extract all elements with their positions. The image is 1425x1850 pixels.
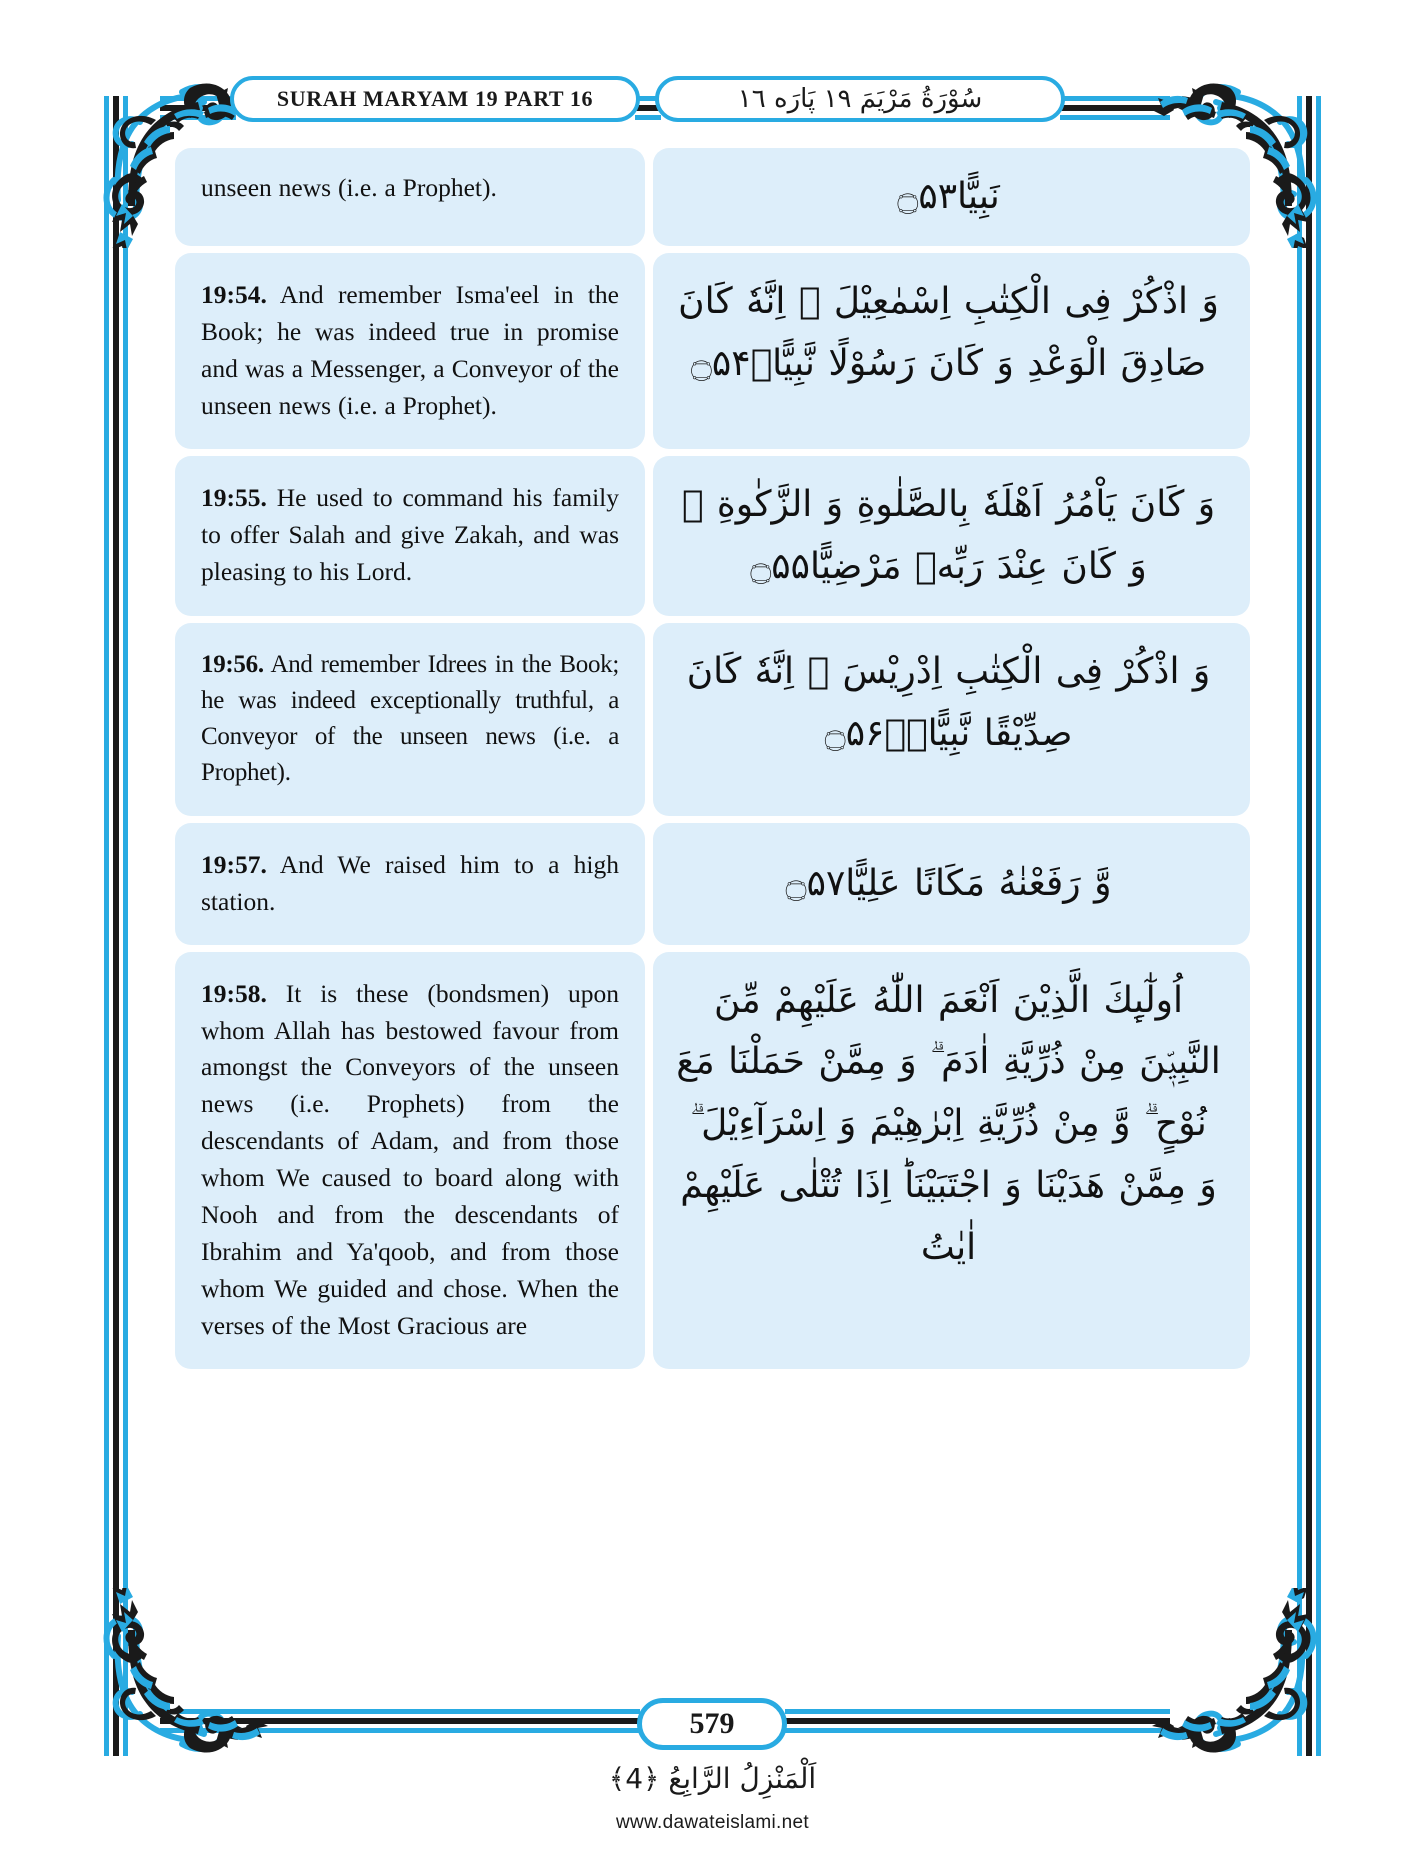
frame-line-right-inner	[1316, 96, 1321, 1756]
verse-arabic-text: نَبِیًّا۝۵۳	[897, 176, 1000, 217]
verse-arabic-panel	[653, 148, 1250, 246]
verse-row	[175, 952, 1250, 1370]
verse-english-panel	[175, 253, 645, 449]
verse-arabic-text: وَّ رَفَعْنٰهُ مَكَانًا عَلِیًّا۝۵۷	[785, 862, 1112, 904]
header-english-title: SURAH MARYAM 19 PART 16	[276, 86, 594, 111]
frame-line-bottom-left-mid	[160, 1718, 640, 1724]
verse-arabic-panel	[653, 623, 1250, 816]
verse-row	[175, 148, 1250, 246]
verse-english-text	[201, 277, 619, 425]
frame-line-right-mid	[1306, 96, 1312, 1756]
verse-english-panel	[175, 952, 645, 1370]
frame-line-bottom-right-inner	[785, 1728, 1170, 1733]
verse-english-body: And remember Idrees in the Book; he was indeed exceptionally truthful, a Conveyor of the unseen news (i.e. a Prophet).	[201, 650, 620, 787]
verse-list	[175, 148, 1250, 1568]
verse-number: 19:58.	[201, 978, 267, 1008]
verse-row	[175, 253, 1250, 449]
frame-line-top-mid-inner	[635, 115, 661, 120]
verse-english-body: unseen news (i.e. a Prophet).	[201, 173, 497, 202]
frame-line-left-outer	[104, 96, 109, 1756]
verse-row	[175, 456, 1250, 616]
header-arabic-title: سُوْرَةُ مَرْيَمَ ١٩ پَارَه ١٦	[737, 84, 983, 114]
header-english	[230, 76, 640, 122]
verse-arabic-panel	[653, 823, 1250, 945]
verse-english-body: He used to command his family to offer Salah and give Zakah, and was pleasing to his Lord.	[201, 482, 619, 586]
verse-english-text	[201, 647, 619, 792]
frame-line-bottom-right-outer	[785, 1709, 1170, 1714]
manzil-label: اَلْمَنْزِلُ الرَّابِعُ ﴿4﴾	[608, 1762, 817, 1795]
frame-line-right-outer	[1297, 96, 1302, 1756]
verse-arabic-text: وَ اذْكُرْ فِی الْكِتٰبِ اِسْمٰعِیْلَ ﳳ اِنَّهٗ كَانَ صَادِقَ الْوَعْدِ وَ كَانَ رَسُوْلًا نَّبِیًّاۚ۝۵۴	[678, 280, 1219, 384]
verse-english-panel	[175, 456, 645, 616]
corner-ornament-bottom-right-icon	[1152, 1588, 1342, 1778]
verse-english-panel	[175, 623, 645, 816]
frame-line-top-left-outer	[160, 96, 236, 101]
verse-number: 19:54.	[201, 279, 267, 309]
frame-line-top-right-mid	[1060, 105, 1170, 111]
verse-arabic-text: وَ كَانَ یَاْمُرُ اَهْلَهٗ بِالصَّلٰوةِ وَ الزَّكٰوةِ ۪ وَ كَانَ عِنْدَ رَبِّهٖ مَرْضِیًّا۝۵۵	[681, 483, 1216, 587]
verse-arabic-panel	[653, 253, 1250, 449]
verse-english-text	[201, 170, 619, 207]
verse-arabic-text: اُولٰٓىِٕكَ الَّذِیْنَ اَنْعَمَ اللّٰهُ عَلَیْهِمْ مِّنَ النَّبِیّٖنَ مِنْ ذُرِّیَّةِ اٰدَمَ ۗ وَ مِمَّنْ حَمَلْنَا مَعَ نُوْحٍ ۗ وَّ مِنْ ذُرِّیَّةِ اِبْرٰهِیْمَ وَ اِسْرَآءِیْلَ ۗ وَ مِمَّنْ هَدَیْنَا وَ اجْتَبَیْنَاؕ اِذَا تُتْلٰی عَلَیْهِمْ اٰیٰتُ	[676, 979, 1221, 1269]
frame-line-left-mid	[113, 96, 119, 1756]
verse-arabic-text: وَ اذْكُرْ فِی الْكِتٰبِ اِدْرِیْسَ ﳳ اِنَّهٗ كَانَ صِدِّیْقًا نَّبِیًّاۗۙ۝۵۶	[686, 650, 1211, 754]
frame-line-bottom-left-outer	[160, 1709, 640, 1714]
page-number: 579	[689, 1707, 735, 1740]
frame-line-bottom-left-inner	[160, 1728, 640, 1733]
frame-line-left-inner	[123, 96, 128, 1756]
frame-line-top-right-outer	[1060, 96, 1170, 101]
verse-row	[175, 823, 1250, 945]
verse-english-body: And We raised him to a high station.	[201, 849, 620, 916]
verse-english-text	[201, 480, 619, 591]
verse-number: 19:56.	[201, 650, 264, 678]
verse-english-panel	[175, 148, 645, 246]
verse-row	[175, 623, 1250, 816]
verse-arabic-panel	[653, 952, 1250, 1370]
frame-line-top-left-inner	[160, 115, 236, 120]
page-number-badge	[637, 1698, 787, 1750]
frame-line-top-right-inner	[1060, 115, 1170, 120]
verse-number: 19:55.	[201, 482, 267, 512]
website-url: www.dawateislami.net	[616, 1812, 809, 1833]
verse-english-body: And remember Isma'eel in the Book; he was indeed true in promise and was a Messenger, a Conveyor of the unseen news (i.e. a Prophet).	[201, 279, 619, 420]
frame-line-bottom-right-mid	[785, 1718, 1170, 1724]
verse-english-text	[201, 976, 619, 1346]
header-arabic	[655, 76, 1065, 122]
frame-line-top-left-mid	[160, 105, 236, 111]
verse-number: 19:57.	[201, 849, 267, 879]
verse-english-panel	[175, 823, 645, 945]
verse-english-text	[201, 847, 619, 921]
verse-arabic-panel	[653, 456, 1250, 616]
verse-english-body: It is these (bondsmen) upon whom Allah has bestowed favour from amongst the Conveyors of the unseen news (i.e. Prophets) from the descendants of Adam, and from those whom We caused to board along with Nooh and from the descendants of Ibrahim and Ya'qoob, and from those whom We guided and chose. When the verses of the Most Gracious are	[201, 978, 620, 1341]
